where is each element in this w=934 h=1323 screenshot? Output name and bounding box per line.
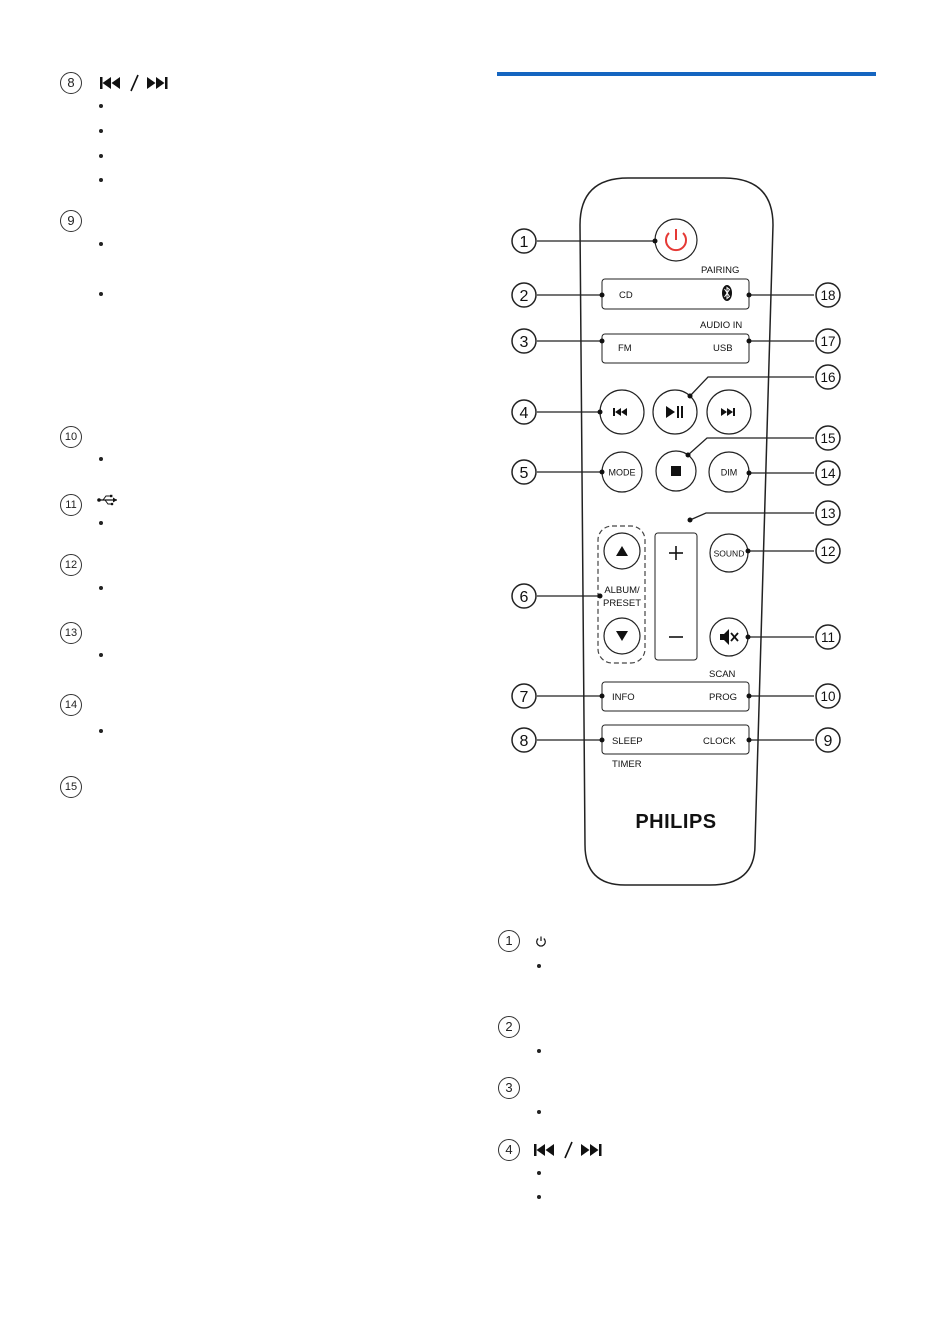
callout-1 [512, 229, 536, 253]
left-callouts [512, 229, 536, 752]
callout-number: 12 [60, 554, 82, 576]
mode-label: MODE [608, 467, 636, 478]
svg-text:17: 17 [820, 334, 836, 349]
callout-7 [512, 684, 536, 708]
callout-16 [816, 365, 840, 389]
bluetooth-icon [722, 285, 732, 301]
album-label: ALBUM/ [604, 585, 640, 596]
philips-logo: PHILIPS [635, 811, 717, 833]
bullet [537, 1049, 541, 1053]
info-label: INFO [612, 692, 635, 703]
callout-17 [816, 329, 840, 353]
callout-11 [816, 625, 840, 649]
callout-number: 3 [498, 1077, 520, 1099]
svg-text:16: 16 [820, 370, 836, 385]
svg-text:14: 14 [820, 466, 836, 481]
right-callouts [816, 283, 840, 752]
svg-text:15: 15 [820, 431, 836, 446]
bullet [537, 1171, 541, 1175]
callout-number: 9 [60, 210, 82, 232]
callout-12 [816, 539, 840, 563]
callout-10 [816, 684, 840, 708]
svg-text:12: 12 [820, 544, 836, 559]
svg-text:6: 6 [519, 589, 529, 606]
bullet [537, 1195, 541, 1199]
callout-2 [512, 283, 536, 307]
callout-number: 15 [60, 776, 82, 798]
svg-text:9: 9 [823, 733, 833, 750]
callout-5 [512, 460, 536, 484]
callout-3 [512, 329, 536, 353]
scan-label: SCAN [709, 669, 736, 680]
svg-text:13: 13 [820, 506, 836, 521]
callout-number: 11 [60, 494, 82, 516]
pairing-label: PAIRING [701, 265, 740, 276]
callout-15 [816, 426, 840, 450]
cd-label: CD [619, 290, 633, 301]
preset-label: PRESET [602, 598, 642, 609]
sound-label: SOUND [713, 548, 745, 559]
svg-text:1: 1 [519, 234, 529, 251]
callout-number: 10 [60, 426, 82, 448]
power-icon [535, 935, 547, 947]
callout-number: 13 [60, 622, 82, 644]
bullet [537, 1110, 541, 1114]
prog-label: PROG [709, 692, 737, 703]
callout-18 [816, 283, 840, 307]
timer-label: TIMER [612, 759, 642, 770]
svg-text:4: 4 [519, 405, 529, 422]
callout-number: 1 [498, 930, 520, 952]
svg-text:5: 5 [519, 465, 529, 482]
clock-label: CLOCK [703, 736, 736, 747]
callout-9 [816, 728, 840, 752]
usb-label: USB [713, 343, 733, 354]
sleep-label: SLEEP [612, 736, 643, 747]
svg-text:8: 8 [519, 733, 529, 750]
svg-text:2: 2 [519, 288, 529, 305]
callout-number: 4 [498, 1139, 520, 1161]
svg-text:18: 18 [820, 288, 836, 303]
callout-4 [512, 400, 536, 424]
callout-number: 8 [60, 72, 82, 94]
dim-label: DIM [720, 467, 738, 478]
callout-13 [816, 501, 840, 525]
callout-number: 14 [60, 694, 82, 716]
callout-8 [512, 728, 536, 752]
fm-label: FM [618, 343, 632, 354]
callout-number: 2 [498, 1016, 520, 1038]
callout-6 [512, 584, 536, 608]
svg-text:10: 10 [820, 689, 836, 704]
svg-text:3: 3 [519, 334, 529, 351]
stop-icon [671, 466, 681, 476]
svg-text:7: 7 [519, 689, 529, 706]
audio-in-label: AUDIO IN [700, 320, 743, 331]
bullet [537, 964, 541, 968]
svg-text:11: 11 [820, 630, 836, 645]
prev-next-icon [532, 1141, 608, 1159]
callout-14 [816, 461, 840, 485]
